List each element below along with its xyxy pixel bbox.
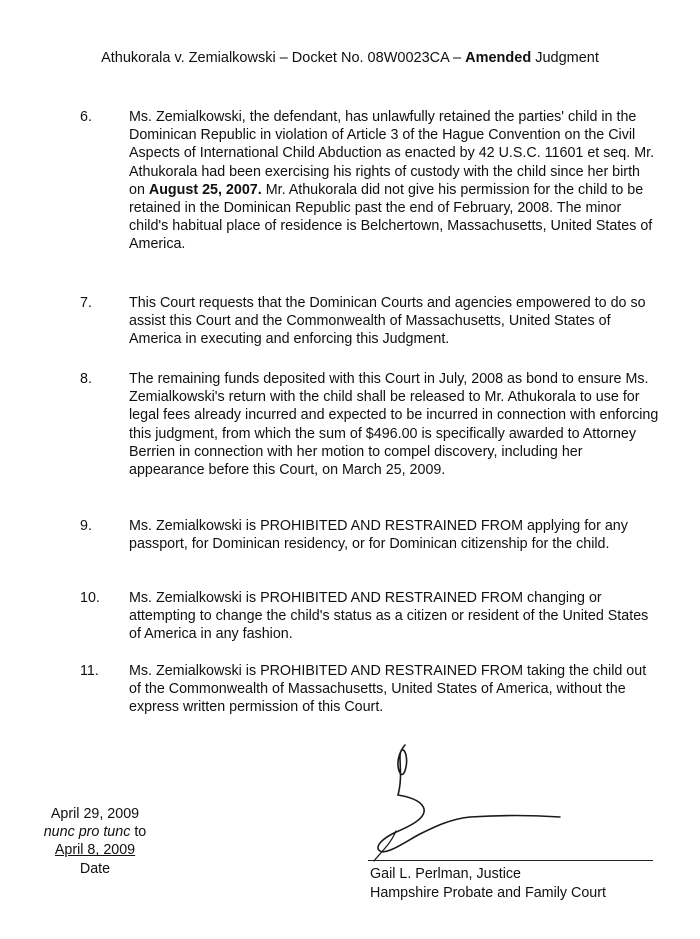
header-case: Athukorala v. Zemialkowski – Docket No. 08W0023CA – — [101, 50, 466, 66]
paragraph-text-part: Mr. Athukorala did not give his permission for the child to be retained in the Dominican Republic past the end of February, 2008. The minor child's habitual place of residence is Belchertown, Massachusetts, United States of America. — [129, 181, 653, 253]
paragraph-text: Ms. Zemialkowski is PROHIBITED AND RESTRAINED FROM taking the child out of the Commonwealth of Massachusetts, United States of America, without the express written permission of this Court. — [129, 663, 647, 716]
header-judgment: Judgment — [531, 50, 599, 66]
judge-signature — [360, 735, 580, 865]
judge-block — [370, 865, 606, 902]
nunc-pro-tunc-to: to — [130, 824, 147, 841]
date-effective: April 8, 2009 — [54, 842, 136, 859]
paragraph-text — [129, 108, 659, 254]
paragraph-number: 9. — [80, 518, 92, 534]
nunc-pro-tunc-text: nunc pro tunc — [43, 824, 131, 841]
paragraph-text: The remaining funds deposited with this Court in July, 2008 as bond to ensure Ms. Zemialkowski's return with the child shall be released to Mr. Athukorala to use for legal fees already incurred and expected to be incurred in connection with enforcing this judgment, from which the sum of $496.00 is specifically awarded to Attorney Berrien in connection with her motion to compel discovery, including her appearance before this Court, on March 25, 2009. — [129, 371, 659, 479]
paragraph-text-part: Ms. Zemialkowski, the defendant, has unlawfully retained the parties' child in the Dominican Republic in violation of Article 3 of the Hague Convention on the Civil Aspects of International Child Abduction as enacted by 42 U.S.C. 11601 et seq. Mr. Athukorala had been exercising his rights of custody with the child since her birth on — [129, 109, 655, 198]
paragraph-number: 11. — [80, 663, 99, 679]
date-block — [30, 805, 160, 878]
header-amended: Amended — [465, 50, 532, 66]
document-header — [0, 50, 700, 66]
paragraph-number: 8. — [80, 371, 92, 387]
paragraph-number: 10. — [80, 590, 100, 606]
paragraph-text: Ms. Zemialkowski is PROHIBITED AND RESTRAINED FROM changing or attempting to change the child's status as a citizen or resident of the United States of America in any fashion. — [129, 590, 649, 643]
nunc-pro-tunc-line — [30, 823, 160, 841]
paragraph-text: Ms. Zemialkowski is PROHIBITED AND RESTRAINED FROM applying for any passport, for Dominican residency, or for Dominican citizenship for the child. — [129, 518, 628, 553]
paragraph-number: 6. — [80, 109, 92, 125]
judge-name: Gail L. Perlman, Justice — [370, 866, 521, 882]
signature-line — [368, 860, 653, 861]
date-signed: April 29, 2009 — [50, 806, 140, 822]
date-label: Date — [79, 860, 111, 877]
court-name: Hampshire Probate and Family Court — [370, 884, 606, 901]
paragraph-text: This Court requests that the Dominican Courts and agencies empowered to do so assist this Court and the Commonwealth of Massachusetts, United States of America in executing and enforcing this Judgment. — [129, 295, 646, 348]
paragraph-bold-date: August 25, 2007. — [148, 181, 262, 198]
paragraph-number: 7. — [80, 295, 92, 311]
